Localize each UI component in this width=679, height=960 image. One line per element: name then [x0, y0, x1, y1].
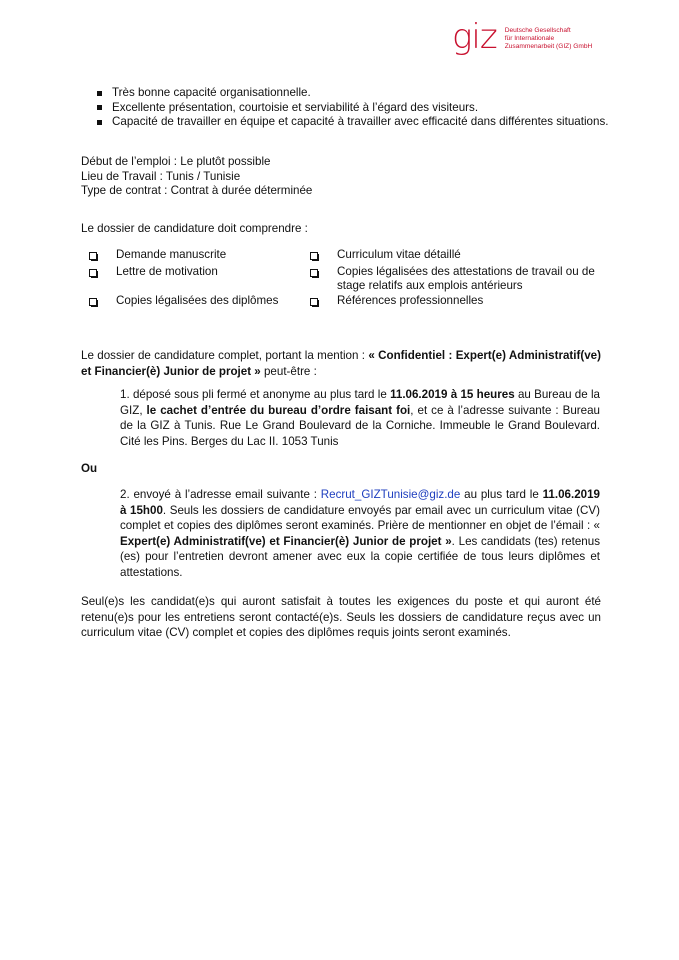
documents-checklist [81, 248, 621, 310]
checkbox-icon [89, 269, 97, 277]
option-text: . Les candidats (tes) retenus (es) pour l’entretien devront amener avec eux la copie certifiée de tous leurs diplômes et attestations. [120, 534, 600, 579]
job-start: Début de l’emploi : Le plutôt possible [81, 155, 271, 168]
giz-logo [452, 17, 593, 62]
option-text: au plus tard le [460, 488, 543, 501]
deadline: 11.06.2019 à 15 heures [390, 388, 515, 401]
checkbox-icon [310, 298, 318, 306]
giz-logo-mark: giz [452, 17, 497, 57]
job-location: Lieu de Travail : Tunis / Tunisie [81, 169, 241, 183]
giz-logo-text [505, 27, 593, 52]
job-contract: Type de contrat : Contrat à durée déterminée [81, 184, 313, 197]
document-label: Copies légalisées des diplômes [116, 294, 279, 307]
document-label: Lettre de motivation [116, 265, 218, 278]
deadline: 11.06.2019 à 15h00 [120, 488, 600, 517]
submission-paragraph [81, 348, 601, 379]
giz-logo-line-1: Deutsche Gesellschaft [504, 27, 571, 34]
requirement-item: Très bonne capacité organisationnelle. [96, 86, 608, 101]
email-link[interactable]: Recrut_GIZTunisie@giz.de [320, 488, 461, 501]
requirement-item: Capacité de travailler en équipe et capacité à travailler avec efficacité dans différentes situations. [96, 115, 608, 130]
checkbox-icon [89, 252, 97, 260]
document-label: Demande manuscrite [116, 248, 227, 261]
option-text: au Bureau de la GIZ, [120, 388, 600, 417]
checkbox-icon [310, 252, 318, 260]
giz-logo-line-3: Zusammenarbeit (GIZ) GmbH [504, 43, 593, 51]
dossier-intro: Le dossier de candidature doit comprendre : [81, 222, 308, 235]
or-label: Ou [81, 462, 98, 475]
job-info [81, 155, 312, 199]
email-subject: Expert(e) Administratif(ve) et Financier(è) Junior de projet » [120, 534, 452, 548]
option-deposit [120, 387, 600, 449]
giz-logo-line-2: für Internationale [504, 35, 555, 43]
document-label: Références professionnelles [337, 294, 484, 307]
requirement-item: Excellente présentation, courtoisie et serviabilité à l’égard des visiteurs. [96, 101, 608, 116]
checkbox-icon [89, 298, 97, 306]
submission-mention: « Confidentiel : Expert(e) Administratif(ve) et Financier(è) Junior de projet » [81, 349, 601, 378]
address-text: , et ce à l’adresse suivante : Bureau de la GIZ à Tunis. Rue Le Grand Boulevard de la Corniche. Immeuble le Grand Boulevard. Cité les Pins. Berges du Lac II. 1053 Tunis [120, 403, 601, 448]
option-email [120, 487, 600, 581]
option-text: 1. déposé sous pli fermé et anonyme au plus tard le [120, 388, 391, 401]
option-text: . Seuls les dossiers de candidature envoyés par email avec un curriculum vitae (CV) complet et copies des diplômes seront examinés. Prière de mentionner en objet de l’émail : « [120, 503, 600, 533]
submission-text: Le dossier de candidature complet, portant la mention : [81, 349, 369, 362]
document-label: Curriculum vitae détaillé [337, 248, 461, 261]
submission-text-end: peut-être : [260, 364, 317, 378]
final-paragraph: Seul(e)s les candidat(e)s qui auront satisfait à toutes les exigences du poste et qui auront été retenu(e)s pour les entretiens seront contacté(e)s. Seuls les dossiers de candidature reçus avec un curriculum vitae (CV) complet et copies des diplômes requis joints seront examinés. [81, 595, 601, 640]
document-label: Copies légalisées des attestations de travail ou de [337, 265, 595, 278]
option-text: 2. envoyé à l’adresse email suivante : [120, 488, 321, 501]
checkbox-icon [310, 269, 318, 277]
stamp-note: le cachet d’entrée du bureau d’ordre faisant foi [146, 403, 411, 417]
document-label-continued: stage relatifs aux emplois antérieurs [337, 279, 523, 292]
requirements-list [96, 86, 608, 130]
